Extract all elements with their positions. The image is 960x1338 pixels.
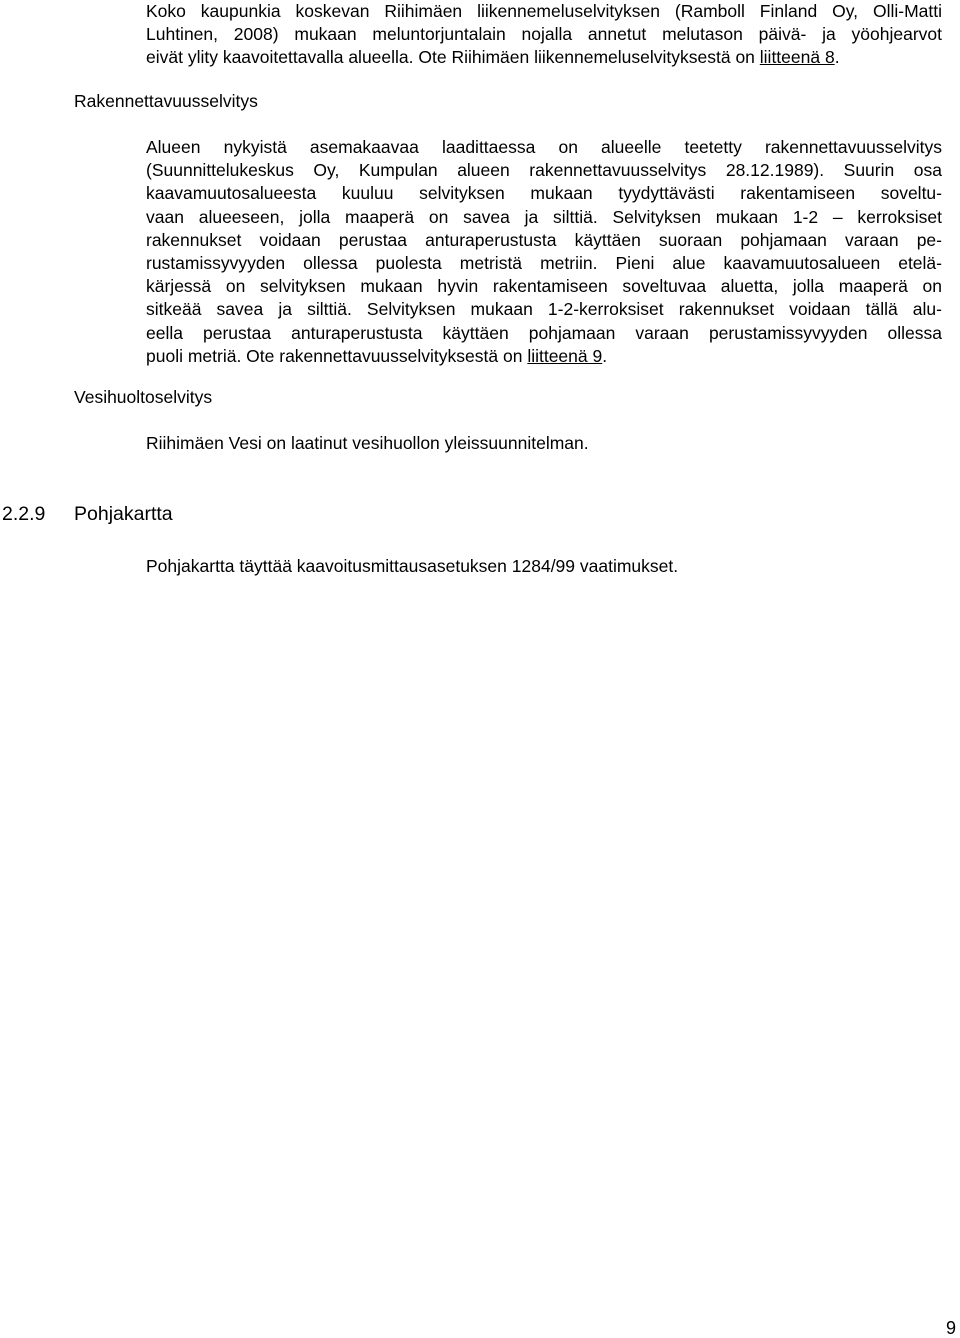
pohjakartta-paragraph: [146, 555, 942, 578]
rakennettavuus-line: kaavamuutosalueesta kuuluu selvityksen mukaan tyydyttävästi rakentamiseen soveltu-: [146, 183, 942, 204]
vesihuolto-text: Riihimäen Vesi on laatinut vesihuollon yleissuunnitelman.: [146, 433, 589, 453]
vesihuolto-paragraph: [146, 432, 942, 455]
intro-line: Luhtinen, 2008) mukaan meluntorjuntalain nojalla annetut melutason päivä- ja yöohjearvot: [146, 24, 942, 45]
rakennettavuus-line: rustamissyvyyden ollessa puolesta metristä metriin. Pieni alue kaavamuutosalueen etelä-: [146, 253, 942, 274]
rakennettavuus-line: vaan alueeseen, jolla maaperä on savea ja silttiä. Selvityksen mukaan 1-2 – kerroksiset: [146, 206, 942, 227]
rakennettavuus-line: Alueen nykyistä asemakaavaa laadittaessa on alueelle teetetty rakennettavuusselvitys: [146, 137, 942, 157]
intro-line-last: [146, 46, 942, 69]
rakennettavuus-heading: Rakennettavuusselvitys: [74, 91, 258, 111]
intro-paragraph: [146, 0, 942, 70]
appendix-8-link[interactable]: liitteenä 8: [759, 47, 835, 68]
page-number: 9: [945, 1318, 956, 1338]
vesihuolto-heading: Vesihuoltoselvitys: [74, 387, 213, 407]
rakennettavuus-line: eella perustaa anturaperustusta käyttäen pohjamaan varaan perustamissyvyyden ollessa: [146, 322, 942, 343]
intro-line: Koko kaupunkia koskevan Riihimäen liikennemeluselvityksen (Ramboll Finland Oy, Olli-Matti: [146, 1, 942, 21]
rakennettavuus-line: rakennukset voidaan perustaa anturaperustusta käyttäen suoraan pohjamaan varaan pe-: [146, 229, 942, 250]
section-title: Pohjakartta: [74, 503, 173, 525]
section-number: 2.2.9: [2, 503, 46, 525]
rakennettavuus-line: (Suunnittelukeskus Oy, Kumpulan alueen rakennettavuusselvitys 28.12.1989). Suurin osa: [146, 160, 942, 181]
rakennettavuus-paragraph: [146, 136, 942, 368]
rakennettavuus-line: kärjessä on selvityksen mukaan hyvin rakentamiseen soveltuvaa aluetta, jolla maaperä on: [146, 276, 942, 297]
appendix-9-link[interactable]: liitteenä 9: [527, 345, 603, 366]
pohjakartta-text: Pohjakartta täyttää kaavoitusmittausasetuksen 1284/99 vaatimukset.: [146, 556, 679, 576]
rakennettavuus-line-last: [146, 345, 942, 368]
intro-last-suffix: .: [834, 47, 840, 68]
rakennettavuus-last-text: puoli metriä. Ote rakennettavuusselvityksestä on: [146, 345, 528, 366]
rakennettavuus-last-suffix: .: [602, 345, 608, 366]
rakennettavuus-line: sitkeää savea ja silttiä. Selvityksen mukaan 1-2-kerroksiset rakennukset voidaan tällä alu-: [146, 299, 942, 320]
intro-last-text: eivät ylity kaavoitettavalla alueella. Ote Riihimäen liikennemeluselvityksestä on: [146, 47, 760, 68]
